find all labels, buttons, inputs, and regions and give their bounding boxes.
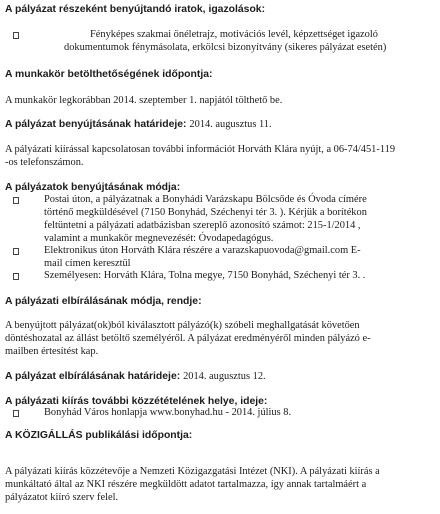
submission-item-2-line-2: mail címen keresztül	[44, 258, 131, 269]
nki-line-3: pályázatot kiíró szerv felel.	[5, 492, 119, 503]
evaluation-line-3: mailben értesítést kap.	[5, 346, 99, 357]
nki-line-1: A pályázati kiírás közzétevője a Nemzeti Közigazgatási Intézet (NKI). A pályázati kiírás a	[5, 466, 380, 477]
documents-heading: A pályázat részeként benyújtandó iratok, igazolások:	[5, 4, 266, 15]
kozigallas-heading: A KÖZIGÁLLÁS publikálási időpontja:	[5, 430, 193, 441]
evaluation-deadline-heading: A pályázat elbírálásának határideje:	[5, 371, 181, 382]
submission-item-1-line-3: feltüntetni a pályázati adatbázisban szereplő azonosító számot: 215-1/2014 ,	[44, 220, 361, 231]
evaluation-deadline-value: 2014. augusztus 12.	[183, 371, 266, 382]
publication-heading: A pályázati kiírás további közzétételének helye, ideje:	[5, 396, 268, 407]
checkbox-icon	[13, 273, 19, 280]
publication-item: Bonyhád Város honlapja www.bonyhad.hu - 2014. július 8.	[44, 407, 292, 418]
submission-heading: A pályázatok benyújtásának módja:	[5, 182, 181, 193]
evaluation-line-1: A benyújtott pályázat(ok)ból kiválasztott pályázó(k) szóbeli meghallgatását követően	[5, 320, 360, 331]
fill-date-heading: A munkakör betölthetőségének időpontja:	[5, 69, 213, 80]
checkbox-icon	[13, 197, 19, 204]
deadline-heading-row	[5, 119, 272, 132]
submission-item-1-line-2: történő megküldésével (7150 Bonyhád, Széchenyi tér 3. ). Kérjük a borítékon	[44, 207, 367, 218]
checkbox-icon	[13, 248, 19, 255]
fill-date-text: A munkakör legkorábban 2014. szeptember 1. napjától tölthető be.	[5, 95, 283, 106]
deadline-info-line-1: A pályázati kiírással kapcsolatosan további információt Horváth Klára nyújt, a 06-74/451-119	[5, 144, 396, 155]
submission-item-3-line-1: Személyesen: Horváth Klára, Tolna megye, 7150 Bonyhád, Széchenyi tér 3. .	[44, 270, 366, 281]
evaluation-line-2: döntéshozatal az állást betöltő személyéről. A pályázat eredményéről minden pályázó e-	[5, 333, 371, 344]
submission-item-2-line-1: Elektronikus úton Horváth Klára részére a varazskapuovoda@gmail.com E-	[44, 245, 361, 256]
submission-item-1-line-4: valamint a munkakör megnevezését: Óvodapedagógus.	[44, 233, 274, 244]
deadline-info-line-2: -os telefonszámon.	[5, 157, 84, 168]
deadline-heading: A pályázat benyújtásának határideje:	[5, 119, 187, 130]
evaluation-heading: A pályázati elbírálásának módja, rendje:	[5, 296, 202, 307]
submission-item-1-line-1: Postai úton, a pályázatnak a Bonyhádi Varázskapu Bölcsőde és Óvoda címére	[44, 194, 367, 205]
checkbox-icon	[13, 32, 19, 39]
evaluation-deadline-heading-row	[5, 371, 266, 384]
documents-item-line-2: dokumentumok fénymásolata, erkölcsi bizonyítvány (sikeres pályázat esetén)	[64, 42, 387, 53]
documents-item-line-1: Fényképes szakmai önéletrajz, motivációs levél, képzettséget igazoló	[90, 29, 378, 40]
checkbox-icon	[13, 410, 19, 417]
deadline-value: 2014. augusztus 11.	[189, 119, 272, 130]
nki-line-2: munkáltató által az NKI részére megküldött adatot tartalmazza, így annak tartalmáért a	[5, 479, 367, 490]
